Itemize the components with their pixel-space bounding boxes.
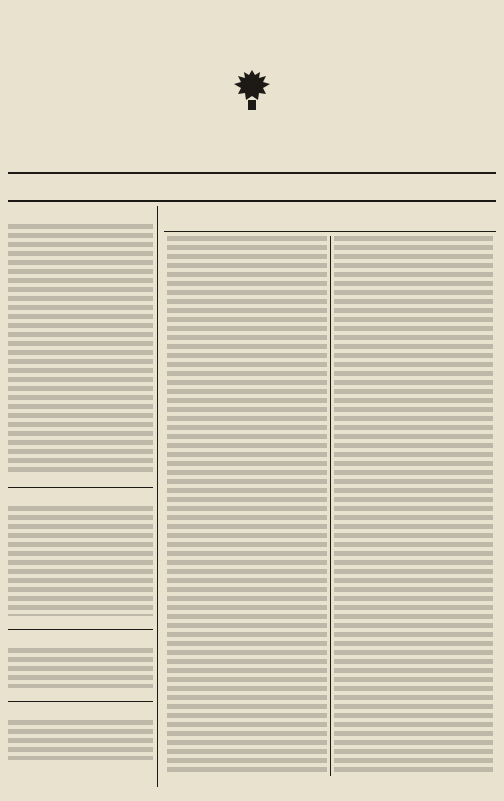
masthead-left-info: [8, 64, 128, 168]
notices-column: [8, 206, 158, 787]
article-column-2: [330, 236, 497, 776]
imprint-strip: [8, 174, 496, 202]
divider: [8, 701, 153, 702]
notice-signature: [8, 760, 153, 770]
masthead-center: [128, 64, 376, 168]
divider: [8, 487, 153, 488]
notice-signature: [8, 474, 153, 484]
notice-heading: [8, 210, 153, 222]
eagle-crest-icon: [230, 66, 274, 114]
notice-text: [8, 720, 153, 760]
notice-text: [8, 224, 153, 474]
article-column-1: [164, 236, 330, 776]
notice-text: [8, 506, 153, 616]
main-article-area: [158, 206, 496, 787]
masthead-row: [8, 64, 496, 168]
notice-signature: [8, 616, 153, 626]
notice-signature: [8, 688, 153, 698]
masthead-right-info: [376, 64, 496, 168]
masthead: [8, 6, 496, 174]
divider: [8, 629, 153, 630]
page-body: [8, 206, 496, 787]
article-columns: [164, 236, 496, 776]
notice-heading: [8, 634, 153, 646]
notice-heading: [8, 706, 153, 718]
notice-text: [8, 648, 153, 688]
notice-heading: [8, 492, 153, 504]
newspaper-title: [8, 6, 496, 64]
main-headline: [164, 206, 496, 232]
